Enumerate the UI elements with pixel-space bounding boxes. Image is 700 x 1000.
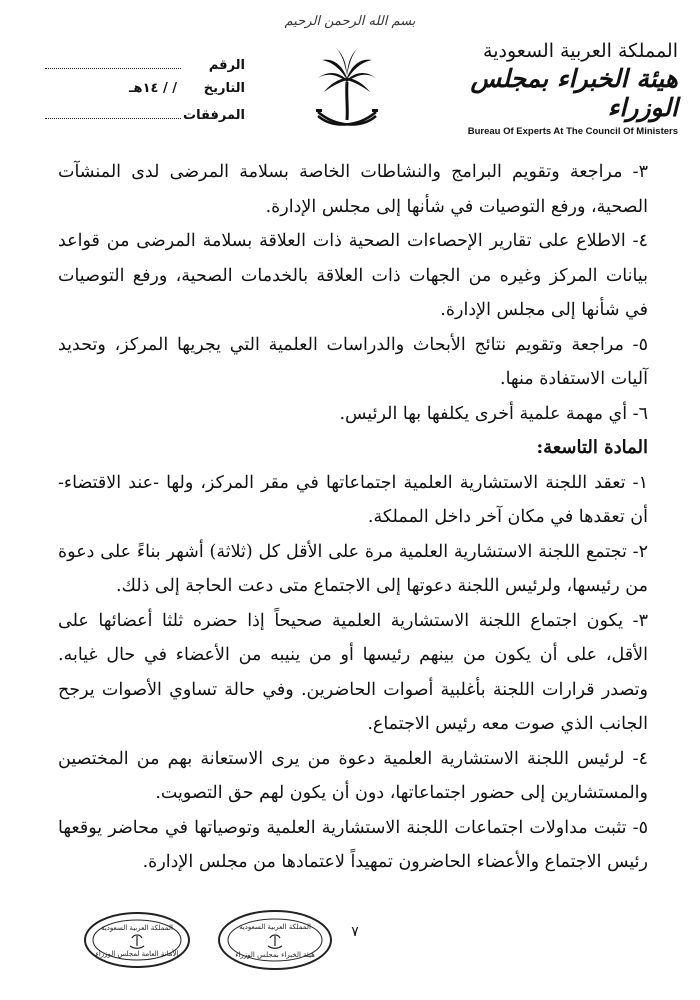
item-text: لرئيس اللجنة الاستشارية العلمية دعوة من يرى الاستعانة بهم من المختصين والمستشارين إلى حضور اجتماعاتها، دون أن يكون لهم حق التصويت. — [58, 748, 648, 803]
item-text: الاطلاع على تقارير الإحصاءات الصحية ذات العلاقة بسلامة المرضى من قواعد بيانات المركز وغيره من الجهات ذات العلاقة بالخدمات الصحية، ورفع التوصيات في شأنها إلى مجلس الإدارة. — [58, 231, 648, 320]
stamp-right-top-text: المملكة العربية السعودية — [239, 923, 311, 931]
item-text: تجتمع اللجنة الاستشارية العلمية مرة على الأقل كل (ثلاثة) أشهر بناءً على دعوة من رئيسها، ولرئيس اللجنة دعوتها إلى الاجتماع متى دعت الحاجة إلى ذلك. — [58, 541, 648, 596]
ref-number-row — [45, 56, 245, 81]
item-text: أي مهمة علمية أخرى يكلفها بها الرئيس. — [339, 403, 628, 424]
item-number: ٢- — [632, 541, 648, 562]
page-number: ٧ — [351, 924, 359, 940]
list-item — [58, 604, 648, 742]
official-stamp-right-icon — [216, 908, 334, 972]
stamp-left-bottom-text: الأمانة العامة لمجلس الوزراء — [95, 950, 179, 958]
list-item — [58, 535, 648, 604]
date-row — [45, 81, 245, 106]
ref-number-label: الرقم — [208, 58, 245, 73]
ref-number-line — [45, 56, 181, 69]
document-body — [58, 155, 648, 880]
list-item — [58, 466, 648, 535]
item-text: مراجعة وتقويم البرامج والنشاطات الخاصة بسلامة المرضى لدى المنشآت الصحية، ورفع التوصيات في شأنها إلى مجلس الإدارة. — [58, 162, 648, 217]
item-text: مراجعة وتقويم نتائج الأبحاث والدراسات العلمية التي يجريها المركز، وتحديد آليات الاستفادة منها. — [58, 334, 648, 389]
bureau-title: هيئة الخبراء بمجلس الوزراء — [470, 64, 678, 122]
item-number: ٥- — [632, 817, 648, 838]
saudi-emblem-icon — [312, 42, 382, 134]
attachments-label: المرفقات — [183, 108, 245, 123]
kingdom-title: المملكة العربية السعودية — [483, 40, 678, 62]
attachments-row — [45, 106, 245, 131]
list-item — [58, 224, 648, 328]
stamp-right-bottom-text: هيئة الخبراء بمجلس الوزراء — [235, 951, 315, 959]
section-title: المادة التاسعة: — [536, 437, 648, 458]
list-item — [58, 742, 648, 811]
date-value: / / ١٤هـ — [129, 81, 177, 96]
date-label: التاريخ — [203, 81, 245, 96]
bureau-english-title: Bureau Of Experts At The Council Of Ministers — [467, 126, 678, 137]
item-number: ١- — [632, 472, 648, 493]
stamp-left-top-text: المملكة العربية السعودية — [101, 924, 173, 932]
list-item — [58, 397, 648, 432]
item-number: ٣- — [632, 162, 648, 182]
item-text: يكون اجتماع اللجنة الاستشارية العلمية صحيحاً إذا حضره ثلثا أعضائها على الأقل، على أن يكون من بينهم رئيسها أو من ينيبه من الأعضاء في حال غيابه. وتصدر قرارات اللجنة بأغلبية أصوات الحاضرين. وفي حالة تساوي الأصوات يرجح الجانب الذي صوت معه رئيس الاجتماع. — [58, 610, 648, 734]
list-item — [58, 328, 648, 397]
list-item — [58, 811, 648, 880]
item-text: تعقد اللجنة الاستشارية العلمية اجتماعاتها في مقر المركز، ولها -عند الاقتضاء- أن تعقدها في مكان آخر داخل المملكة. — [58, 472, 648, 527]
item-number: ٤- — [632, 748, 648, 769]
official-stamp-left-icon — [82, 910, 192, 970]
basmala: بسم الله الرحمن الرحيم — [284, 14, 416, 29]
item-text: تثبت مداولات اجتماعات اللجنة الاستشارية العلمية وتوصياتها في محاضر يوقعها رئيس الاجتماع والأعضاء الحاضرون تمهيداً لاعتمادها من مجلس الإدارة. — [58, 817, 648, 872]
item-number: ٣- — [632, 610, 648, 631]
reference-block — [45, 56, 245, 131]
attachments-line — [45, 106, 181, 119]
list-item — [58, 155, 648, 224]
item-number: ٤- — [632, 231, 648, 251]
item-number: ٦- — [632, 403, 648, 424]
item-number: ٥- — [632, 334, 648, 355]
organization-block — [438, 40, 678, 137]
